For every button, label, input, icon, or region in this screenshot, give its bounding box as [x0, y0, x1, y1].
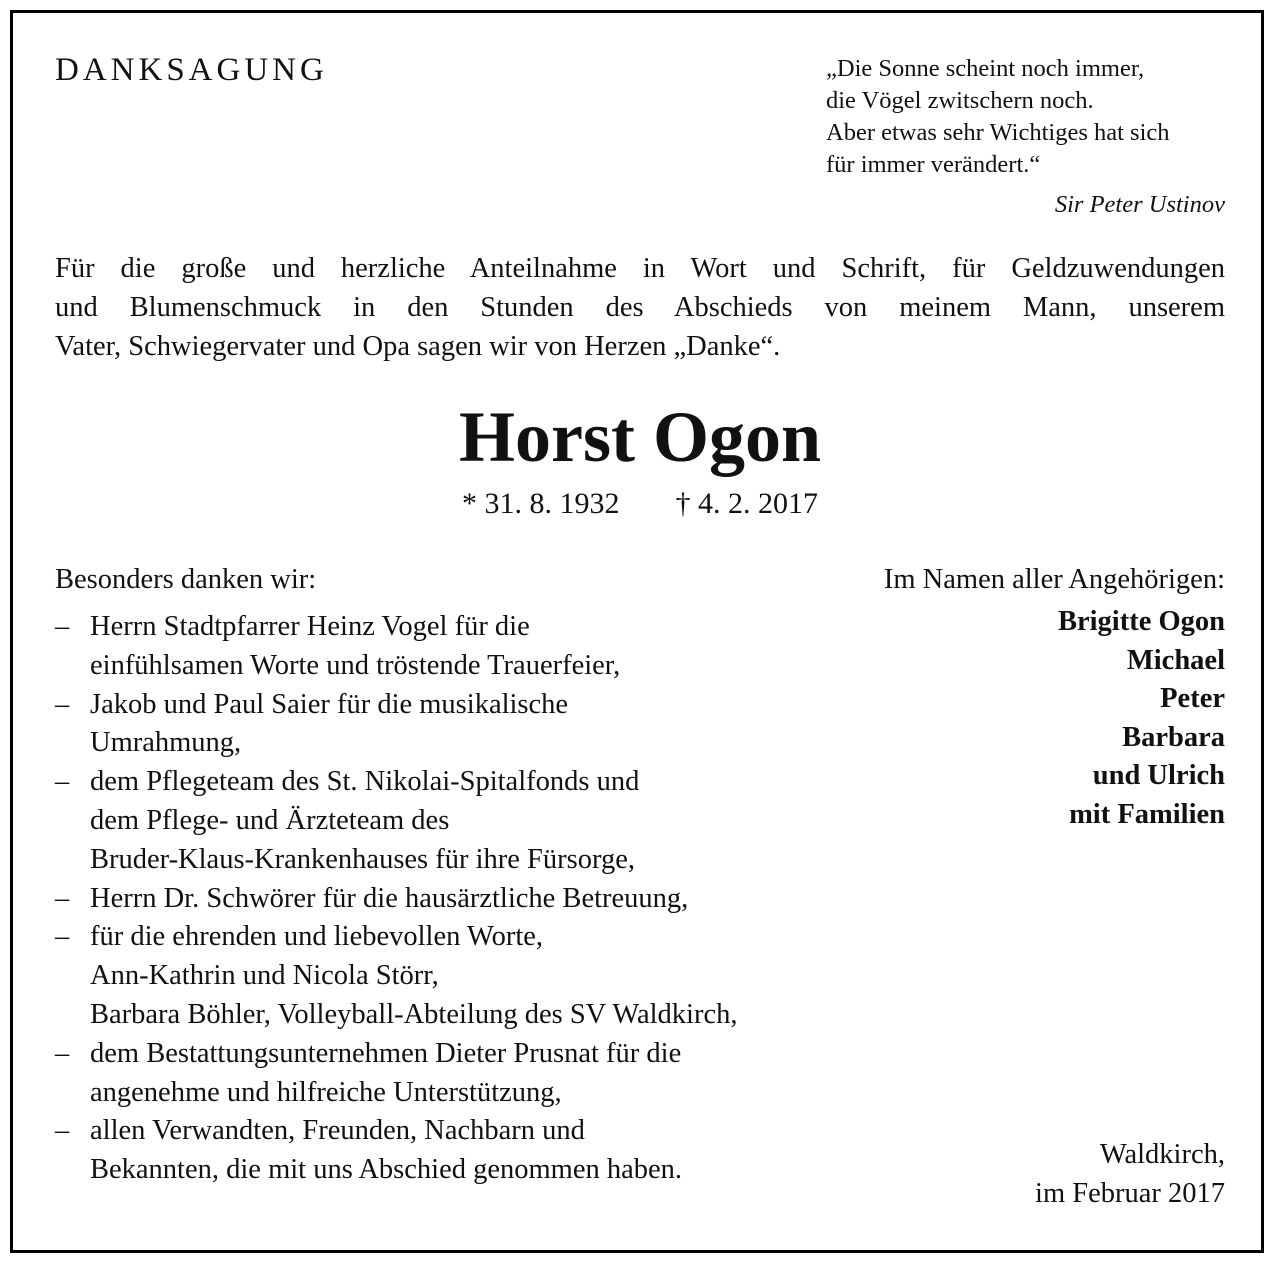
quote-line: „Die Sonne scheint noch immer,	[826, 55, 1145, 82]
dash-bullet: –	[55, 766, 70, 798]
intro-line: und Blumenschmuck in den Stunden des Abschieds von meinem Mann, unserem	[55, 292, 1225, 323]
thanks-item-line: Barbara Böhler, Volleyball-Abteilung des SV Waldkirch,	[90, 998, 738, 1030]
thanks-item	[55, 608, 915, 686]
family-member: Peter	[1160, 683, 1225, 715]
quote-author: Sir Peter Ustinov	[1054, 191, 1225, 218]
family-member: mit Familien	[1069, 798, 1225, 830]
thanks-item	[55, 918, 915, 1034]
family-intro: Im Namen aller Angehörigen:	[883, 564, 1225, 595]
thanks-item-line: Ann-Kathrin und Nicola Störr,	[90, 960, 439, 992]
family-member: und Ulrich	[1092, 760, 1225, 792]
birth-date: * 31. 8. 1932	[462, 487, 620, 520]
thanks-intro: Besonders danken wir:	[55, 564, 317, 595]
quote-line: die Vögel zwitschern noch.	[826, 87, 1094, 114]
intro-line: Vater, Schwiegervater und Opa sagen wir von Herzen „Danke“.	[55, 331, 781, 362]
thanks-item-line: Bruder-Klaus-Krankenhauses für ihre Fürsorge,	[90, 843, 635, 875]
thanks-item-line: Jakob und Paul Saier für die musikalische	[90, 688, 569, 720]
life-dates	[0, 484, 1280, 524]
death-date: † 4. 2. 2017	[675, 487, 818, 520]
family-member: Michael	[1126, 644, 1225, 676]
thanks-item	[55, 763, 915, 879]
thanks-item-line: dem Pflegeteam des St. Nikolai-Spitalfonds und	[90, 766, 640, 798]
thanks-item-line: angenehme und hilfreiche Unterstützung,	[90, 1076, 562, 1108]
thanks-item	[55, 1112, 915, 1190]
thanks-item-line: allen Verwandten, Freunden, Nachbarn und	[90, 1115, 585, 1147]
thanks-item	[55, 880, 915, 919]
thanks-item-line: Bekannten, die mit uns Abschied genommen haben.	[90, 1154, 683, 1186]
intro-line: Für die große und herzliche Anteilnahme in Wort und Schrift, für Geldzuwendungen	[55, 253, 1225, 284]
thanks-list	[55, 608, 915, 1190]
thanks-item-line: für die ehrenden und liebevollen Worte,	[90, 921, 544, 953]
thanks-item	[55, 1035, 915, 1113]
place-city: Waldkirch,	[1099, 1139, 1225, 1170]
thanks-item	[55, 686, 915, 764]
thanks-item-line: dem Pflege- und Ärzteteam des	[90, 804, 450, 836]
dash-bullet: –	[55, 921, 70, 953]
family-member: Barbara	[1122, 721, 1225, 753]
dash-bullet: –	[55, 1037, 70, 1069]
deceased-name: Horst Ogon	[458, 397, 821, 477]
quote-line: für immer verändert.“	[826, 151, 1041, 178]
quote-line: Aber etwas sehr Wichtiges hat sich	[826, 119, 1170, 146]
thanks-item-line: Umrahmung,	[90, 727, 242, 759]
thanks-item-line: einfühlsamen Worte und tröstende Trauerfeier,	[90, 649, 621, 681]
place-and-date	[1035, 1136, 1225, 1213]
family-list	[1058, 603, 1225, 835]
thanks-item-line: dem Bestattungsunternehmen Dieter Prusnat für die	[90, 1037, 682, 1069]
dash-bullet: –	[55, 611, 70, 642]
dash-bullet: –	[55, 1115, 70, 1147]
thanks-item-line: Herrn Dr. Schwörer für die hausärztliche Betreuung,	[90, 882, 689, 914]
place-date: im Februar 2017	[1035, 1177, 1225, 1209]
quote	[826, 53, 1226, 181]
thanks-item-line: Herrn Stadtpfarrer Heinz Vogel für die	[90, 611, 530, 642]
intro-paragraph	[55, 249, 1225, 366]
dash-bullet: –	[55, 882, 70, 914]
family-member: Brigitte Ogon	[1057, 606, 1225, 637]
dash-bullet: –	[55, 688, 70, 720]
notice-heading: DANKSAGUNG	[55, 52, 328, 88]
